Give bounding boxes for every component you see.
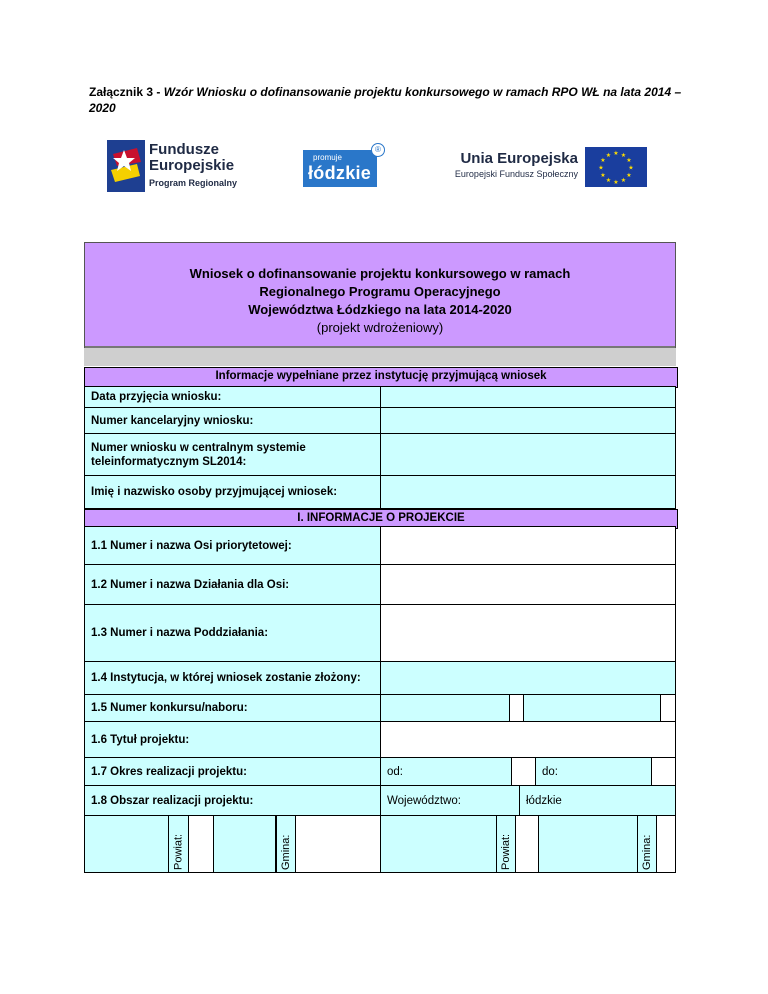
central-number-field[interactable] <box>380 433 676 476</box>
svg-text:★: ★ <box>628 164 634 172</box>
period-label: 1.7 Okres realizacji projektu: <box>84 757 381 786</box>
project-title-field[interactable] <box>380 721 676 758</box>
svg-text:★: ★ <box>620 152 627 159</box>
unia-europejska-logo-text <box>438 150 578 179</box>
project-title-label: 1.6 Tytuł projektu: <box>84 721 381 758</box>
county-commune-row <box>84 815 676 873</box>
action-field[interactable] <box>380 564 676 605</box>
axis-label: 1.1 Numer i nazwa Osi priorytetowej: <box>84 526 381 565</box>
title-line4: (projekt wdrożeniowy) <box>316 320 444 335</box>
application-title-box <box>84 242 676 349</box>
contest-field-a[interactable] <box>380 694 510 722</box>
lodz-big-text: łódzkie <box>308 163 372 183</box>
fe-star-icon <box>107 140 145 192</box>
receiver-person-label: Imię i nazwisko osoby przyjmującej wniosek: <box>84 475 381 509</box>
contest-row <box>84 694 676 722</box>
svg-text:★: ★ <box>613 179 619 186</box>
from-label: od: <box>380 757 512 786</box>
svg-text:★: ★ <box>598 164 604 172</box>
period-row <box>84 757 676 786</box>
to-label: do: <box>535 757 652 786</box>
svg-text:★: ★ <box>613 150 619 157</box>
office-number-field[interactable] <box>380 407 676 434</box>
fe-line2: Europejskie <box>149 157 235 174</box>
commune-field-right[interactable] <box>656 815 676 873</box>
title-line3: Województwa Łódzkiego na lata 2014-2020 <box>248 302 512 317</box>
commune-cell-right <box>538 815 638 873</box>
county-field-right[interactable] <box>515 815 539 873</box>
subaction-row <box>84 604 676 662</box>
title-row <box>84 721 676 758</box>
axis-row <box>84 526 676 565</box>
registered-mark-icon: ® <box>371 143 385 157</box>
institution-row <box>84 661 676 695</box>
eu-flag-icon <box>585 147 647 187</box>
eu-stars-icon <box>585 147 647 187</box>
receiver-person-row <box>84 475 676 509</box>
commune-cell-left <box>213 815 276 873</box>
svg-text:★: ★ <box>626 157 632 164</box>
receiver-person-field[interactable] <box>380 475 676 509</box>
attachment-header <box>89 84 689 116</box>
action-row <box>84 564 676 605</box>
action-label: 1.2 Numer i nazwa Działania dla Osi: <box>84 564 381 605</box>
contest-label: 1.5 Numer konkursu/naboru: <box>84 694 381 722</box>
county-label-right: Powiat: <box>496 815 516 873</box>
ue-line2: Europejski Fundusz Społeczny <box>454 169 578 179</box>
central-number-label: Numer wniosku w centralnym systemie teleinformatycznym SL2014: <box>84 433 381 476</box>
contest-sep-b <box>660 694 676 722</box>
svg-text:★: ★ <box>605 177 612 184</box>
title-line1: Wniosek o dofinansowanie projektu konkursowego w ramach <box>189 266 571 281</box>
date-row <box>84 386 676 408</box>
voivodeship-label: Województwo: <box>380 785 520 816</box>
office-number-label: Numer kancelaryjny wniosku: <box>84 407 381 434</box>
voivodeship-value: łódzkie <box>519 785 676 816</box>
date-label: Data przyjęcia wniosku: <box>84 386 381 408</box>
svg-text:★: ★ <box>626 172 632 179</box>
promuje-lodzkie-logo <box>303 143 383 187</box>
fe-line3: Program Regionalny <box>149 178 238 188</box>
area-label: 1.8 Obszar realizacji projektu: <box>84 785 381 816</box>
institution-section-heading: Informacje wypełniane przez instytucję przyjmującą wniosek <box>84 367 678 388</box>
subaction-field[interactable] <box>380 604 676 662</box>
office-number-row <box>84 407 676 434</box>
svg-text:★: ★ <box>600 157 606 164</box>
axis-field[interactable] <box>380 526 676 565</box>
attachment-prefix: Załącznik 3 - <box>89 85 164 99</box>
ue-line1: Unia Europejska <box>460 150 578 167</box>
title-line2: Regionalnego Programu Operacyjnego <box>259 284 501 299</box>
subaction-label: 1.3 Numer i nazwa Poddziałania: <box>84 604 381 662</box>
fe-line1: Fundusze <box>149 141 219 158</box>
county-cell-right <box>380 815 497 873</box>
commune-field-left[interactable] <box>295 815 381 873</box>
commune-label-left: Gmina: <box>276 815 296 873</box>
submit-institution-label: 1.4 Instytucja, w której wniosek zostanie złożony: <box>84 661 381 695</box>
county-label-left: Powiat: <box>168 815 189 873</box>
submit-institution-field[interactable] <box>380 661 676 695</box>
contest-sep-a <box>509 694 524 722</box>
fundusze-europejskie-logo <box>107 140 267 192</box>
date-field[interactable] <box>380 386 676 408</box>
gray-separator <box>84 348 676 366</box>
to-field[interactable] <box>651 757 676 786</box>
central-number-row <box>84 433 676 476</box>
attachment-title: Wzór Wniosku o dofinansowanie projektu konkursowego w ramach RPO WŁ na lata 2014 – 2020 <box>89 85 682 115</box>
lodz-small-text: promuje <box>313 153 342 162</box>
contest-field-b[interactable] <box>523 694 661 722</box>
svg-text:★: ★ <box>605 152 612 159</box>
svg-text:★: ★ <box>620 177 627 184</box>
from-field[interactable] <box>511 757 536 786</box>
commune-label-right: Gmina: <box>637 815 657 873</box>
project-section-heading: I. INFORMACJE O PROJEKCIE <box>84 509 678 529</box>
county-field-left[interactable] <box>188 815 214 873</box>
svg-text:★: ★ <box>600 172 606 179</box>
area-row <box>84 785 676 816</box>
